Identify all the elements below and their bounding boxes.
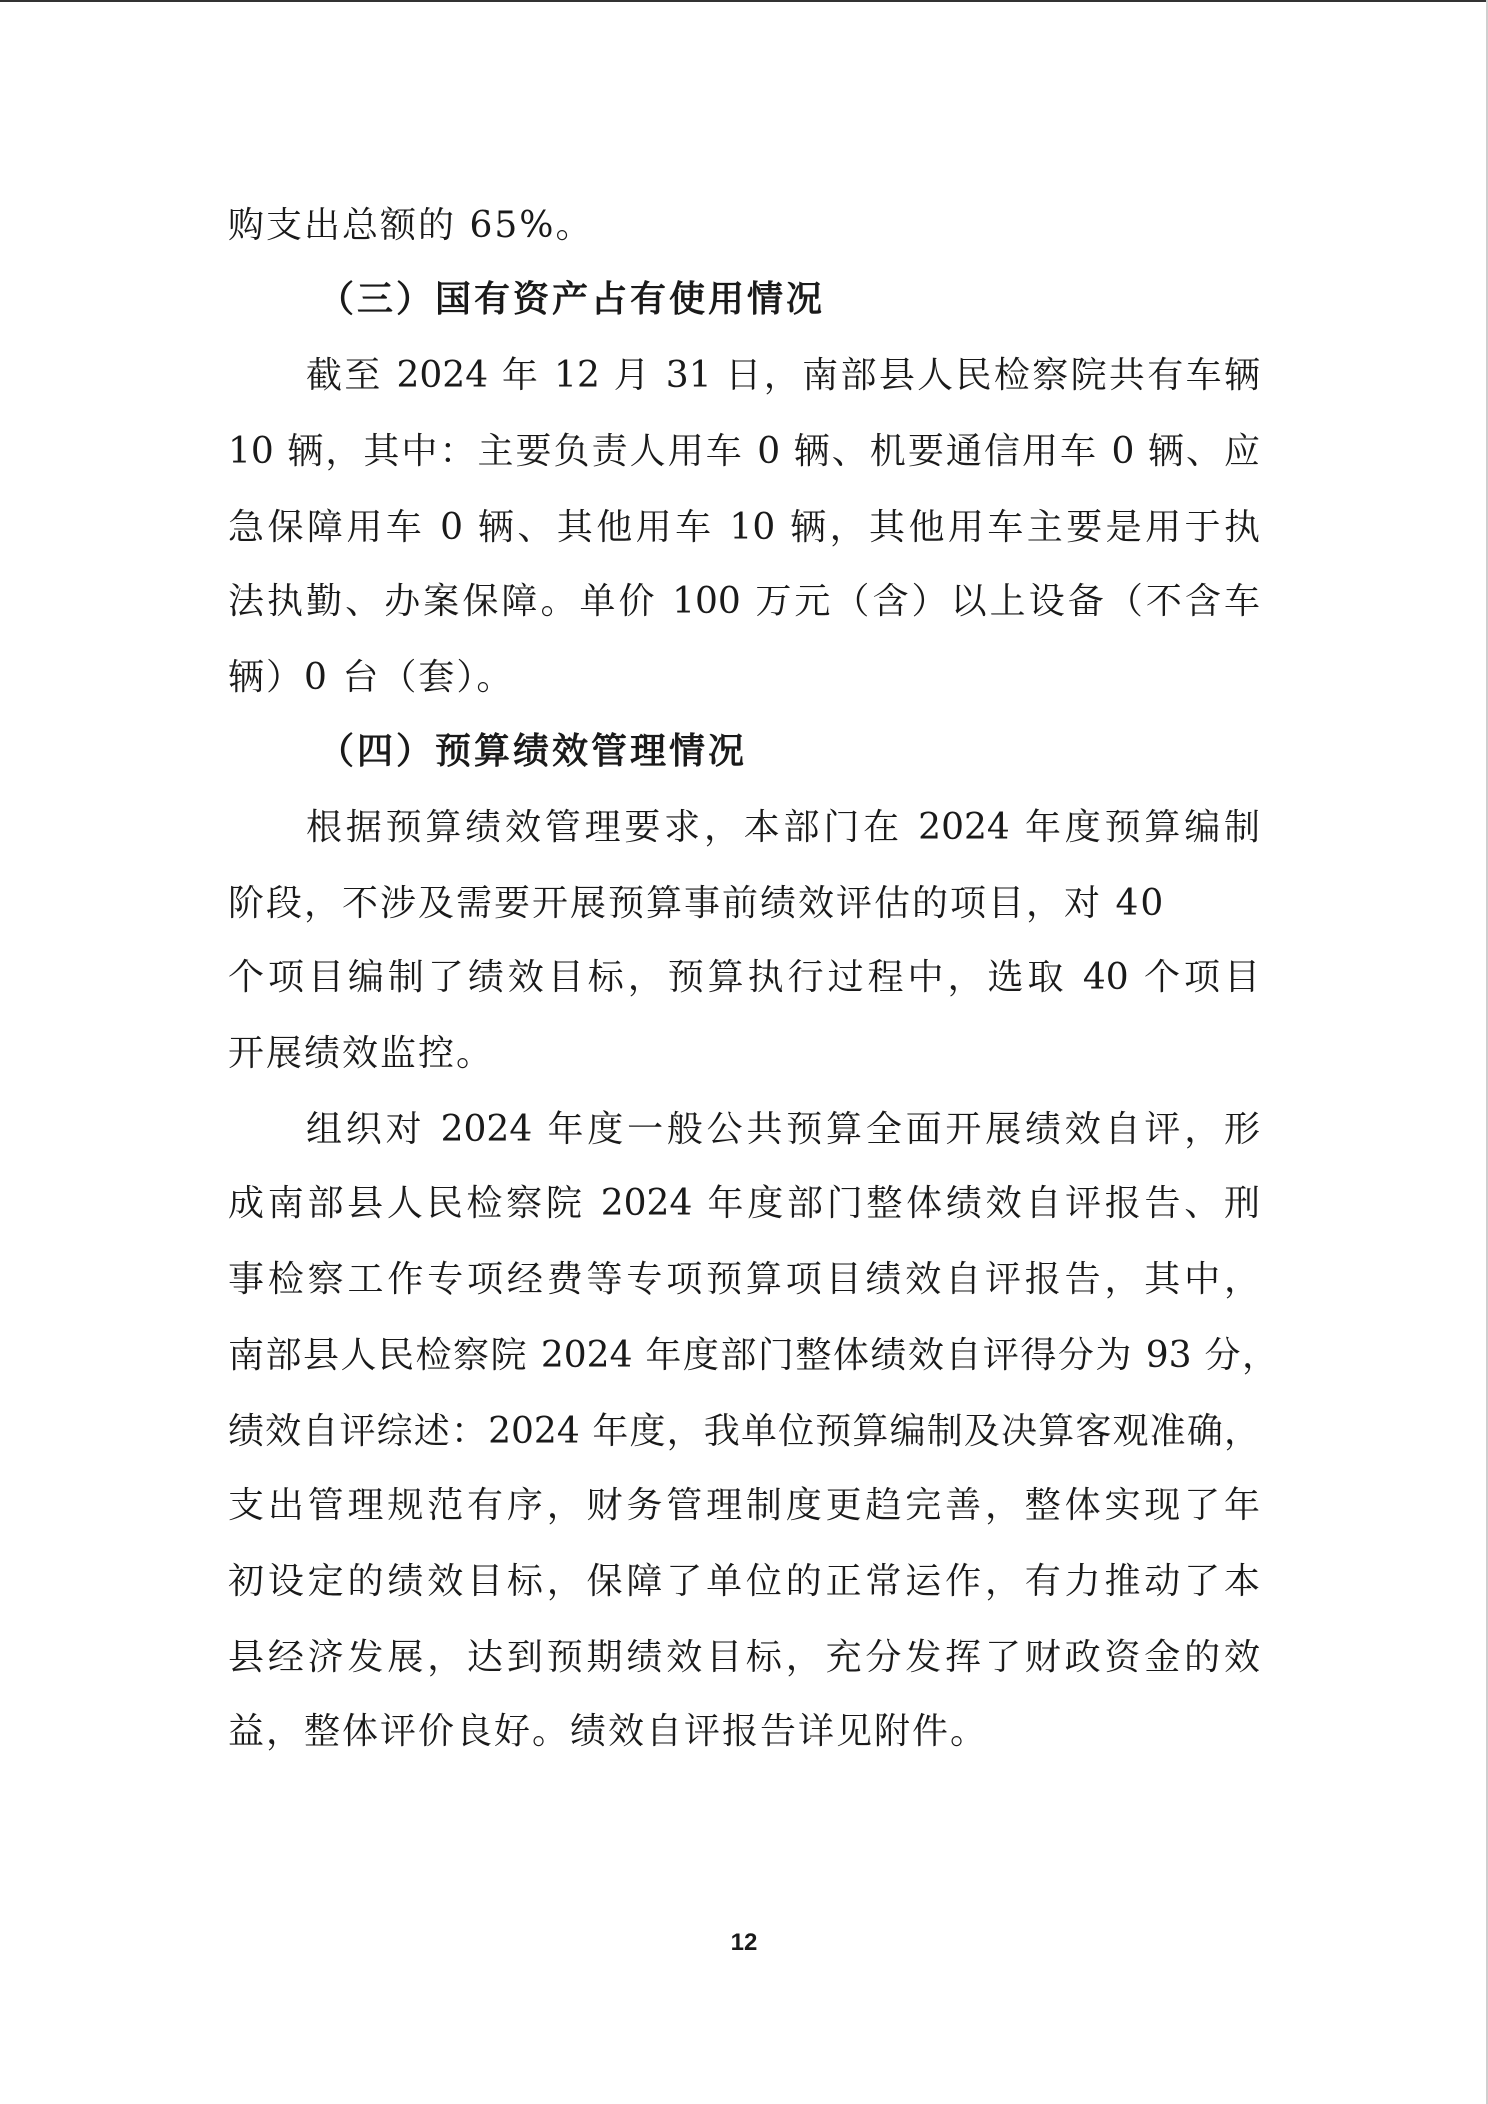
page-number: 12 <box>730 1929 758 1956</box>
paragraph-line: 初设定的绩效目标，保障了单位的正常运作，有力推动了本 <box>228 1561 1260 1602</box>
paragraph-line: 事检察工作专项经费等专项预算项目绩效自评报告，其中， <box>228 1259 1260 1300</box>
paragraph-line: 支出管理规范有序，财务管理制度更趋完善，整体实现了年 <box>228 1485 1260 1526</box>
paragraph-line: 急保障用车 0 辆、其他用车 10 辆，其他用车主要是用于执 <box>228 507 1260 548</box>
paragraph-line: 购支出总额的 65%。 <box>228 205 594 246</box>
page-top-border <box>0 0 1488 2</box>
paragraph-line: 绩效自评综述：2024 年度，我单位预算编制及决算客观准确， <box>228 1411 1260 1452</box>
paragraph-line: 10 辆，其中：主要负责人用车 0 辆、机要通信用车 0 辆、应 <box>228 431 1260 472</box>
paragraph-line: 益，整体评价良好。绩效自评报告详见附件。 <box>228 1711 989 1752</box>
paragraph-line: 辆）0 台（套）。 <box>228 657 515 698</box>
paragraph-line: 开展绩效监控。 <box>228 1033 495 1074</box>
paragraph-line: 南部县人民检察院 2024 年度部门整体绩效自评得分为 93 分， <box>228 1335 1278 1376</box>
paragraph-line: 县经济发展，达到预期绩效目标，充分发挥了财政资金的效 <box>228 1637 1260 1678</box>
section-heading-assets: （三）国有资产占有使用情况 <box>318 279 826 320</box>
paragraph-line: 截至 2024 年 12 月 31 日，南部县人民检察院共有车辆 <box>306 355 1260 396</box>
paragraph-line: 成南部县人民检察院 2024 年度部门整体绩效自评报告、刑 <box>228 1183 1260 1224</box>
paragraph-line: 法执勤、办案保障。单价 100 万元（含）以上设备（不含车 <box>228 581 1260 622</box>
paragraph-line: 个项目编制了绩效目标，预算执行过程中，选取 40 个项目 <box>228 957 1260 998</box>
paragraph-line: 根据预算绩效管理要求，本部门在 2024 年度预算编制 <box>306 807 1260 848</box>
section-heading-performance: （四）预算绩效管理情况 <box>318 731 748 772</box>
paragraph-line: 组织对 2024 年度一般公共预算全面开展绩效自评，形 <box>306 1109 1260 1150</box>
paragraph-line: 阶段，不涉及需要开展预算事前绩效评估的项目，对 40 <box>228 883 1166 924</box>
